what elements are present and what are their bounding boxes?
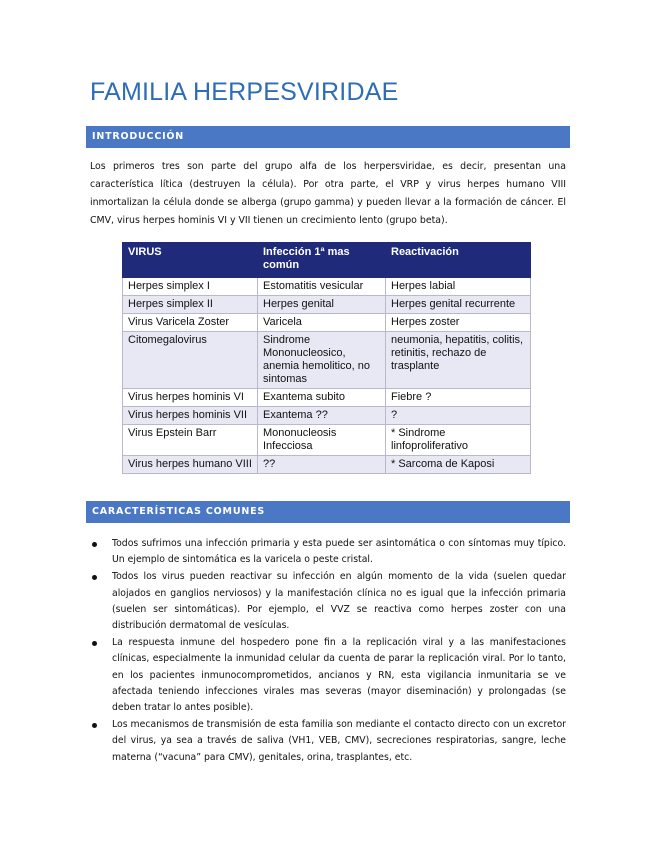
table-cell: Herpes zoster xyxy=(386,314,531,332)
list-item xyxy=(90,569,566,634)
characteristics-list xyxy=(90,536,566,767)
table-cell: Sindrome Mononucleosico, anemia hemolitico, no sintomas xyxy=(258,332,386,389)
table-cell: Virus Epstein Barr xyxy=(123,425,258,456)
table-cell: ? xyxy=(386,407,531,425)
section-heading-caracteristicas: CARACTERÍSTICAS COMUNES xyxy=(86,501,570,523)
column-header-reactivacion: Reactivación xyxy=(386,243,531,278)
table-row xyxy=(123,296,531,314)
list-item-text: Todos los virus pueden reactivar su infección en algún momento de la vida (suelen quedar alojados en ganglios nerviosos) y la manifestación clínica no es igual que la infección primaria (suelen ser sintomáticas). Por ejemplo, el VVZ se reactiva como herpes zoster con una distribución dermatomal de vesículas. xyxy=(112,571,566,632)
table-cell: ?? xyxy=(258,456,386,474)
virus-table xyxy=(122,242,531,474)
list-item xyxy=(90,635,566,716)
table-cell: * Sindrome linfoproliferativo xyxy=(386,425,531,456)
intro-paragraph: Los primeros tres son parte del grupo alfa de los herpersviridae, es decir, presentan una característica lítica (destruyen la célula). Por otra parte, el VRP y virus herpes humano VIII inmortalizan la célula donde se alberga (grupo gamma) y pueden llevar a la formación de cáncer. El CMV, virus herpes hominis VI y VII tienen un crecimiento lento (grupo beta). xyxy=(90,161,566,226)
table-cell: Varicela xyxy=(258,314,386,332)
table-header-row xyxy=(123,243,531,278)
table-cell: Virus herpes hominis VII xyxy=(123,407,258,425)
bullet-icon xyxy=(92,723,97,728)
table-cell: Herpes genital xyxy=(258,296,386,314)
table-cell: Herpes simplex I xyxy=(123,278,258,296)
table-cell: Herpes labial xyxy=(386,278,531,296)
list-item-text: La respuesta inmune del hospedero pone fin a la replicación viral y a las manifestaciones clínicas, especialmente la inmunidad celular da cuenta de parar la replicación viral. Por lo tanto, en los pacientes inmunocomprometidos, ancianos y RN, esta vigilancia inmunitaria se ve afectada teniendo infecciones virales mas severas (mayor diseminación) y prolongadas (se deben tratar lo antes posible). xyxy=(112,637,566,714)
bullet-icon xyxy=(92,542,97,547)
table-cell: neumonia, hepatitis, colitis, retinitis, rechazo de trasplante xyxy=(386,332,531,389)
table-row xyxy=(123,425,531,456)
bullet-icon xyxy=(92,641,97,646)
table-row xyxy=(123,456,531,474)
table-cell: Herpes genital recurrente xyxy=(386,296,531,314)
table-cell: Exantema ?? xyxy=(258,407,386,425)
table-cell: Virus Varicela Zoster xyxy=(123,314,258,332)
bullet-icon xyxy=(92,575,97,580)
table-cell: Fiebre ? xyxy=(386,389,531,407)
page-title: FAMILIA HERPESVIRIDAE xyxy=(90,78,399,106)
table-cell: Estomatitis vesicular xyxy=(258,278,386,296)
section-heading-introduccion: INTRODUCCIÓN xyxy=(86,126,570,148)
table-cell: Herpes simplex II xyxy=(123,296,258,314)
list-item xyxy=(90,717,566,766)
table-cell: Mononucleosis Infecciosa xyxy=(258,425,386,456)
column-header-virus: VIRUS xyxy=(123,243,258,278)
column-header-infeccion: Infección 1ª mas común xyxy=(258,243,386,278)
table-cell: * Sarcoma de Kaposi xyxy=(386,456,531,474)
table-row xyxy=(123,389,531,407)
table-cell: Virus herpes humano VIII xyxy=(123,456,258,474)
table-cell: Exantema subito xyxy=(258,389,386,407)
table-row xyxy=(123,407,531,425)
list-item-text: Todos sufrimos una infección primaria y esta puede ser asintomática o con síntomas muy típico. Un ejemplo de sintomática es la varicela o peste cristal. xyxy=(112,538,566,566)
list-item-text: Los mecanismos de transmisión de esta familia son mediante el contacto directo con un excretor del virus, ya sea a través de saliva (VH1, VEB, CMV), secreciones respiratorias, sangre, leche materna (“vacuna” para CMV), genitales, orina, trasplantes, etc. xyxy=(112,719,566,763)
table-cell: Citomegalovirus xyxy=(123,332,258,389)
table-row xyxy=(123,314,531,332)
list-item xyxy=(90,536,566,568)
table-row xyxy=(123,278,531,296)
table-row xyxy=(123,332,531,389)
table-cell: Virus herpes hominis VI xyxy=(123,389,258,407)
